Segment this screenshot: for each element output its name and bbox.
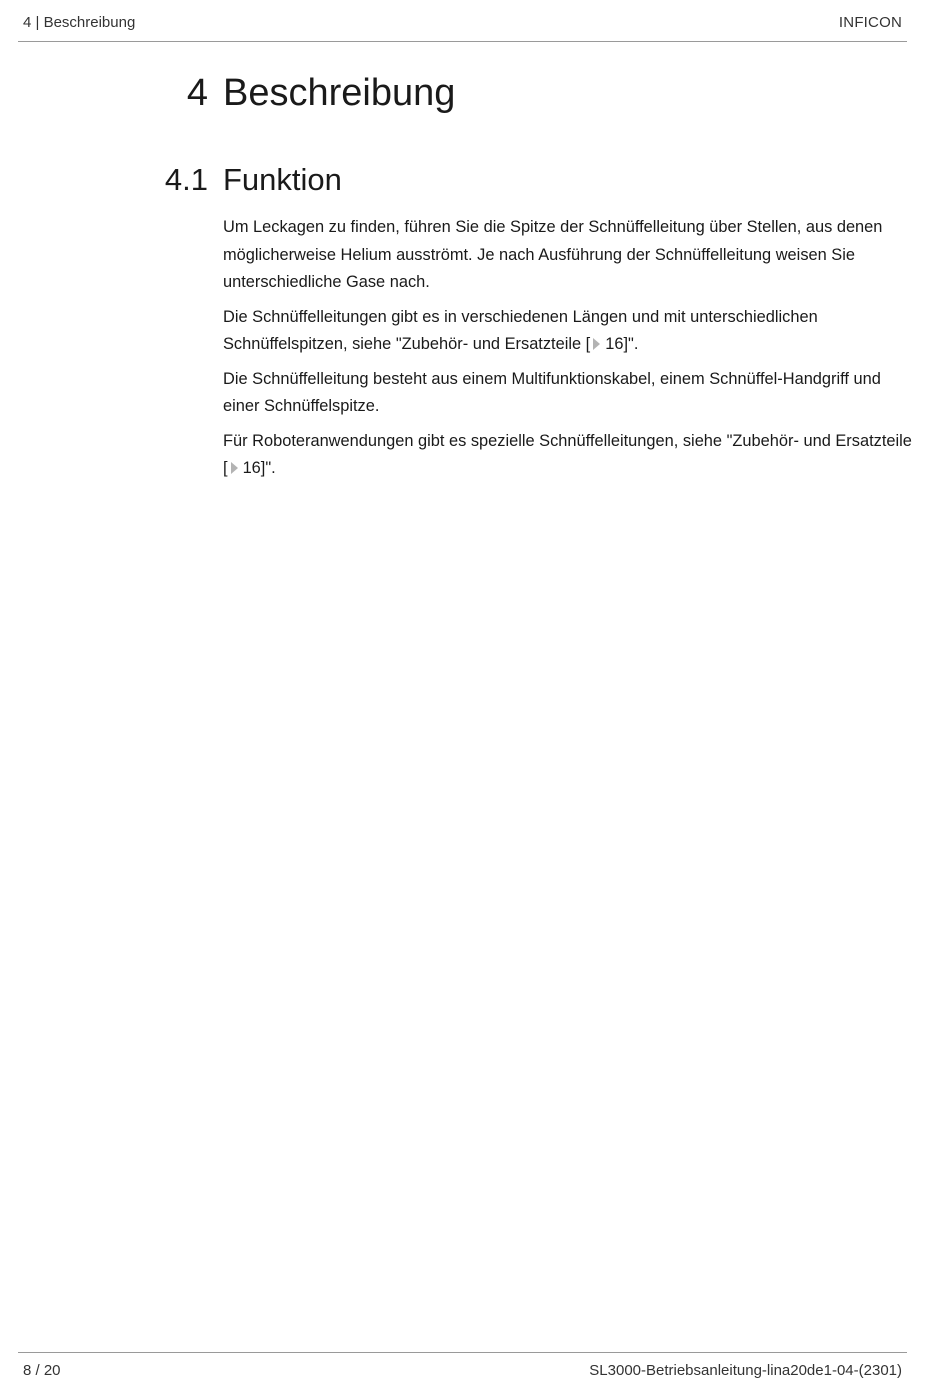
xref-arrow-icon: [593, 338, 600, 350]
header-section-label: 4 | Beschreibung: [23, 14, 136, 31]
header-brand: INFICON: [838, 14, 902, 31]
xref-arrow-icon: [231, 462, 238, 474]
section-number: 4.1: [164, 162, 208, 197]
page-number: 8 / 20: [23, 1362, 61, 1379]
page-header: [18, 0, 907, 42]
chapter-number: 4: [186, 72, 208, 114]
section-body: [223, 214, 913, 490]
section-title: Funktion: [223, 162, 342, 197]
paragraph-sniffer-components: Die Schnüffelleitung besteht aus einem Multifunktionskabel, einem Schnüffel-Handgriff und einer Schnüffelspitze.: [223, 369, 881, 415]
paragraph-text: Für Roboteranwendungen gibt es spezielle Schnüffelleitungen, siehe "Zubehör- und Ersatzteile [: [223, 431, 912, 477]
document-id: SL3000-Betriebsanleitung-lina20de1-04-(2301): [589, 1362, 902, 1379]
section-heading: [0, 162, 950, 202]
paragraph-text: Die Schnüffelleitungen gibt es in verschiedenen Längen und mit unterschiedlichen Schnüffelspitzen, siehe "Zubehör- und Ersatzteile [: [223, 307, 818, 353]
cross-reference-link[interactable]: [228, 459, 261, 477]
chapter-title: Beschreibung: [223, 72, 456, 114]
paragraph-text: ]".: [260, 459, 276, 477]
paragraph-text: ]".: [623, 335, 639, 353]
paragraph-leak-detection: Um Leckagen zu finden, führen Sie die Spitze der Schnüffelleitung über Stellen, aus denen möglicherweise Helium ausströmt. Je nach Ausführung der Schnüffelleitung weisen Sie unterschiedliche Gase nach.: [223, 218, 883, 291]
page-footer: [18, 1352, 907, 1387]
paragraph-robot-applications: [223, 428, 913, 483]
cross-reference-page: 16: [605, 335, 624, 353]
cross-reference-link[interactable]: [590, 335, 623, 353]
chapter-heading: [0, 72, 950, 120]
paragraph-sniffer-lengths: [223, 304, 913, 359]
cross-reference-page: 16: [242, 459, 261, 477]
